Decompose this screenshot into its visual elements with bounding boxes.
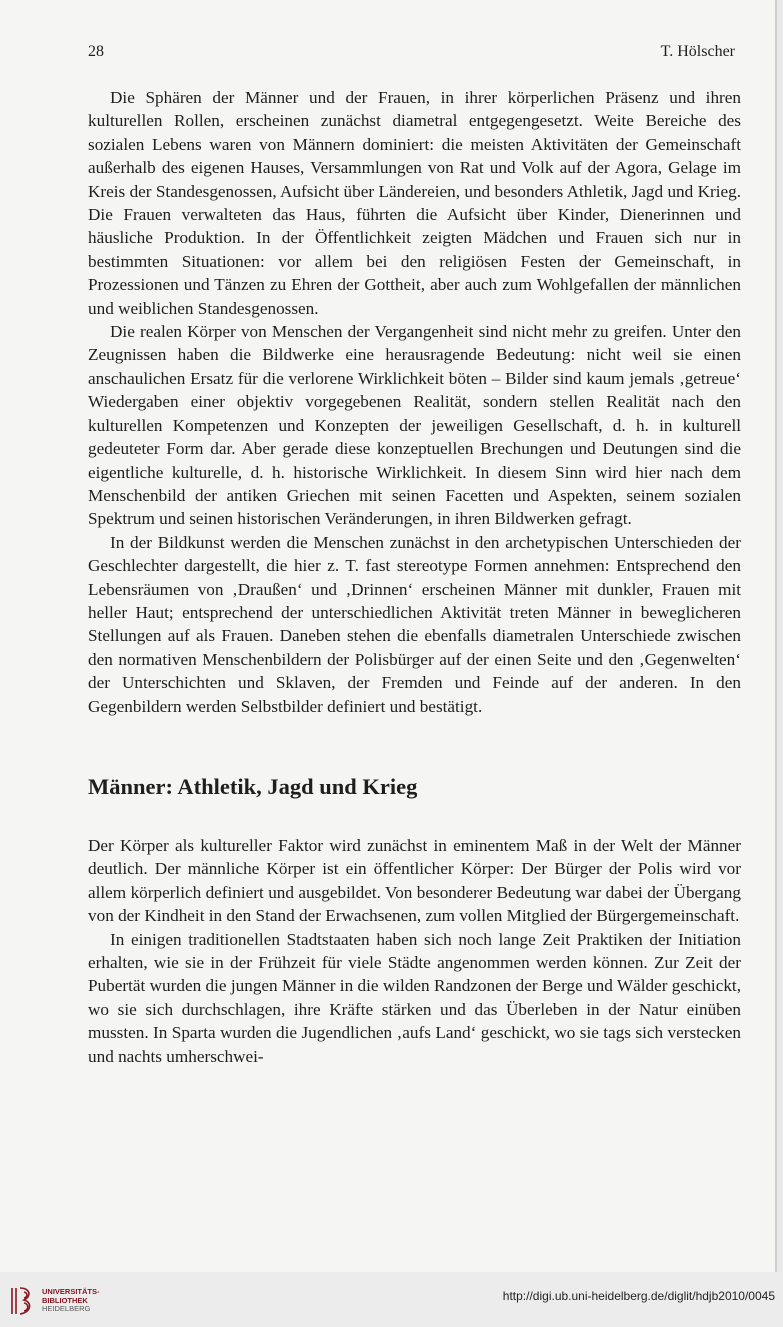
library-logo-text xyxy=(42,1288,132,1314)
digitization-footer xyxy=(0,1272,783,1327)
paragraph-3: In der Bildkunst werden die Menschen zunächst in den archetypischen Unterschieden der Geschlechter dargestellt, die hier z. T. fast stereotype Formen annehmen: Entsprechend den Lebensräumen von ‚Draußen‘ und ‚Drinnen‘ erscheinen Männer mit dunkler, Frauen mit heller Haut; entsprechend der unterschiedlichen Aktivität treten Männer in beweglicheren Stellungen auf als Frauen. Daneben stehen die ebenfalls diametralen Unterschiede zwischen den normativen Menschenbildern der Polisbürger auf der einen Seite und den ‚Gegenwelten‘ der Unterschichten und Sklaven, der Fremden und Feinde auf der anderen. In den Gegenbildern werden Selbstbilder definiert und bestätigt. xyxy=(88,532,741,716)
section-paragraph-2: In einigen traditionellen Stadtstaaten haben sich noch lange Zeit Praktiken der Initiation erhalten, wie sie in der Frühzeit für viele Städte angenommen werden können. Zur Zeit der Pubertät wurden die jungen Männer in die wilden Randzonen der Berge und Wälder geschickt, wo sie sich durchschlagen, ihre Kräfte stärken und das Überleben in der Natur einüben mussten. In Sparta wurden die Jugendlichen ‚aufs Land‘ geschickt, wo sie tags sich verstecken und nachts umherschwei- xyxy=(88,929,741,1066)
page-number: 28 xyxy=(88,43,104,60)
paragraph-2: Die realen Körper von Menschen der Vergangenheit sind nicht mehr zu greifen. Unter den Zeugnissen haben die Bildwerke eine herausragende Bedeutung: nicht weil sie einen anschaulichen Ersatz für die verlorene Wirklichkeit böten – Bilder sind kaum jemals ‚getreue‘ Wiedergaben einer objektiv vorgegebenen Realität, sondern stellen Realität nach den kulturellen Kompetenzen und Konzepten der jeweiligen Gesellschaft, d. h. in kulturell gedeuteter Form dar. Aber gerade diese konzeptuellen Brechungen und Deutungen sind die eigentliche kulturelle, d. h. historische Wirklichkeit. In diesem Sinn wird hier nach dem Menschenbild der antiken Griechen mit seinen Facetten und Aspekten, seinem sozialen Spektrum und seinen historischen Veränderungen, in ihren Bildwerken gefragt. xyxy=(88,322,741,529)
running-head xyxy=(88,43,735,65)
library-logo-icon xyxy=(8,1286,36,1316)
permalink-url[interactable]: http://digi.ub.uni-heidelberg.de/diglit/hdjb2010/0045 xyxy=(502,1289,775,1303)
body-text xyxy=(88,86,741,1068)
section-heading: Männer: Athletik, Jagd und Krieg xyxy=(88,773,418,799)
logo-line-3: HEIDELBERG xyxy=(42,1304,91,1313)
logo-line-1: UNIVERSITÄTS- xyxy=(42,1287,100,1296)
running-head-author: T. Hölscher xyxy=(660,43,735,60)
section-paragraph-1: Der Körper als kultureller Faktor wird zunächst in eminentem Maß in der Welt der Männer deutlich. Der männliche Körper ist ein öffentlicher Körper: Der Bürger der Polis wird vor allem körperlich definiert und ausgebildet. Von besonderer Bedeutung war dabei der Übergang von der Kindheit in den Stand der Erwachsenen, zum vollen Mitglied der Bürgergemeinschaft. xyxy=(88,835,741,926)
logo-line-2: BIBLIOTHEK xyxy=(42,1295,88,1305)
paragraph-1: Die Sphären der Männer und der Frauen, in ihrer körperlichen Präsenz und ihren kulturellen Rollen, erscheinen zunächst diametral entgegengesetzt. Weite Bereiche des sozialen Lebens waren von Männern dominiert: die meisten Aktivitäten der Gemeinschaft außerhalb des eigenen Hauses, Versammlungen von Rat und Volk auf der Agora, Gelage im Kreis der Standesgenossen, Aufsicht über Ländereien, und besonders Athletik, Jagd und Krieg. Die Frauen verwalteten das Haus, führten die Aufsicht über Kinder, Dienerinnen und häusliche Produktion. In der Öffentlichkeit zeigten Mädchen und Frauen sich nur in bestimmten Situationen: vor allem bei den religiösen Festen der Gemeinschaft, in Prozessionen und Tänzen zu Ehren der Gottheit, aber auch zum Wohlgefallen der männlichen und weiblichen Standesgenossen. xyxy=(88,88,741,318)
